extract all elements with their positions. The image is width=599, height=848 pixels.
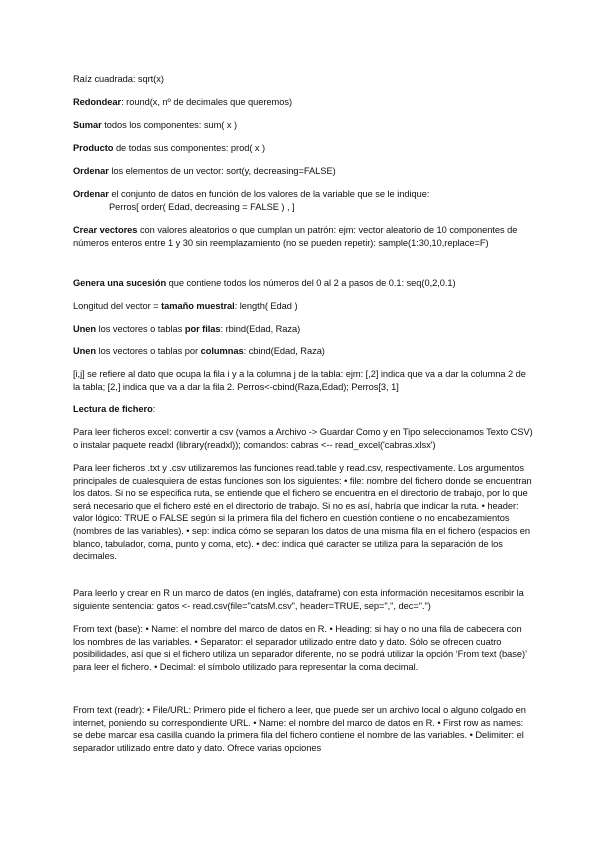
bold-term: Unen xyxy=(73,346,97,356)
text-run: Longitud del vector = xyxy=(73,301,162,311)
paragraph-order-example xyxy=(73,201,569,214)
bold-term: columnas xyxy=(200,346,244,356)
paragraph-sum xyxy=(73,119,533,132)
paragraph-prod xyxy=(73,142,533,155)
bold-term: Ordenar xyxy=(73,166,109,176)
text-run: todos los componentes: sum( x ) xyxy=(101,120,238,130)
section-heading: Lectura de fichero xyxy=(73,404,153,414)
text-run: los vectores o tablas xyxy=(96,324,185,334)
bold-term: por filas xyxy=(184,324,221,334)
paragraph-sort xyxy=(73,165,533,178)
text-run: : xyxy=(152,404,156,414)
text-run: el conjunto de datos en función de los valores de la variable que se le indique: xyxy=(108,189,430,199)
bold-term: tamaño muestral xyxy=(161,301,235,311)
paragraph-round xyxy=(73,96,533,109)
paragraph-excel xyxy=(73,426,533,451)
paragraph-sqrt xyxy=(73,73,533,86)
text-run: Para leer ficheros .txt y .csv utilizaremos las funciones read.table y read.csv, respectivamente. Los argumentos principales de cualesquiera de estas funciones son los siguientes: • file: nombre del fichero donde se encuentran los datos. Si no se especifica ruta, se entiende que el fichero se encuentra en el directorio de trabajo, por lo que será necesario que el fichero esté en el directorio de trabajo. Si no es así, habría que indicar la ruta. • header: valor lógico: TRUE o FALSE según si la primera fila del fichero en cuestión contiene o no encabezamientos (nombres de las variables). • sep: indica cómo se separan los datos de una misma fila en el fichero (espacios en blanco, tabulador, coma, punto y coma, etc). • dec: indica qué caracter se utiliza para la separación de los decimales. xyxy=(73,463,532,562)
paragraph-order xyxy=(73,188,533,201)
text-run: de todas sus componentes: prod( x ) xyxy=(113,143,266,153)
paragraph-rbind xyxy=(73,323,533,336)
paragraph-seq xyxy=(73,277,533,290)
text-run: Raíz cuadrada: sqrt(x) xyxy=(73,74,164,84)
text-run: : rbind(Edad, Raza) xyxy=(220,324,301,334)
text-run: Para leerlo y crear en R un marco de datos (en inglés, dataframe) con esta información necesitamos escribir la siguiente sentencia: gatos <- read.csv(file="catsM.csv", header=TRUE, sep=",", dec=".") xyxy=(73,588,524,611)
bold-term: Ordenar xyxy=(73,189,109,199)
text-run: [i,j] se refiere al dato que ocupa la fila i y a la columna j de la tabla: ejm: [,2] indica que va a dar la columna 2 de la tabla; [2,] indica que va a dar la fila 2. Perros<-cbind(Raza,Edad); Perros[3, 1] xyxy=(73,369,526,392)
paragraph-file-reading-heading xyxy=(73,403,533,416)
text-run: : length( Edad ) xyxy=(234,301,298,311)
paragraph-read-csv xyxy=(73,587,533,612)
paragraph-from-text-base xyxy=(73,623,533,673)
text-run: From text (base): • Name: el nombre del marco de datos en R. • Heading: si hay o no una fila de cabecera con los nombres de las variables. • Separator: el separador utilizado entre dato y dato. Sólo se ofrecen cuatro posibilidades, así que si el fichero utiliza un separador diferente, no se podrá utilizar la opción ‘From text (base)’ para leer el fichero. • Decimal: el símbolo utilizado para representar la coma decimal. xyxy=(73,624,527,672)
bold-term: Producto xyxy=(73,143,114,153)
paragraph-length xyxy=(73,300,533,313)
bold-term: Unen xyxy=(73,324,97,334)
code-example: Perros[ order( Edad, decreasing = FALSE ) , ] xyxy=(109,202,295,212)
text-run: los vectores o tablas por xyxy=(96,346,201,356)
bold-term: Redondear xyxy=(73,97,122,107)
bold-term: Genera una sucesión xyxy=(73,278,167,288)
text-run: con valores aleatorios o que cumplan un patrón: ejm: vector aleatorio de 10 componentes de números enteros entre 1 y 30 sin reemplazamiento (no se pueden repetir): sample(1:30,10,replace=F) xyxy=(73,225,518,248)
paragraph-sample xyxy=(73,224,533,249)
paragraph-read-table xyxy=(73,462,533,563)
text-run: que contiene todos los números del 0 al 2 a pasos de 0.1: seq(0,2,0.1) xyxy=(166,278,456,288)
paragraph-from-text-readr xyxy=(73,704,533,754)
text-run: : round(x, nº de decimales que queremos) xyxy=(121,97,293,107)
paragraph-cbind xyxy=(73,345,533,358)
bold-term: Crear vectores xyxy=(73,225,138,235)
bold-term: Sumar xyxy=(73,120,102,130)
text-run: : cbind(Edad, Raza) xyxy=(243,346,325,356)
text-run: Para leer ficheros excel: convertir a csv (vamos a Archivo -> Guardar Como y en Tipo seleccionamos Texto CSV) o instalar paquete readxl (library(readxl)); comandos: cabras <-- read_excel('cabras.xlsx') xyxy=(73,427,533,450)
text-run: los elementos de un vector: sort(y, decreasing=FALSE) xyxy=(108,166,336,176)
paragraph-indexing xyxy=(73,368,533,393)
text-run: From text (readr): • File/URL: Primero pide el fichero a leer, que puede ser un archivo local o alguno colgado en internet, poniendo su correspondiente URL. • Name: el nombre del marco de datos en R. • First row as names: se debe marcar esa casilla cuando la primera fila del fichero contiene el nombre de las variables. • Delimiter: el separador utilizado entre dato y dato. Ofrece varias opciones xyxy=(73,705,526,753)
